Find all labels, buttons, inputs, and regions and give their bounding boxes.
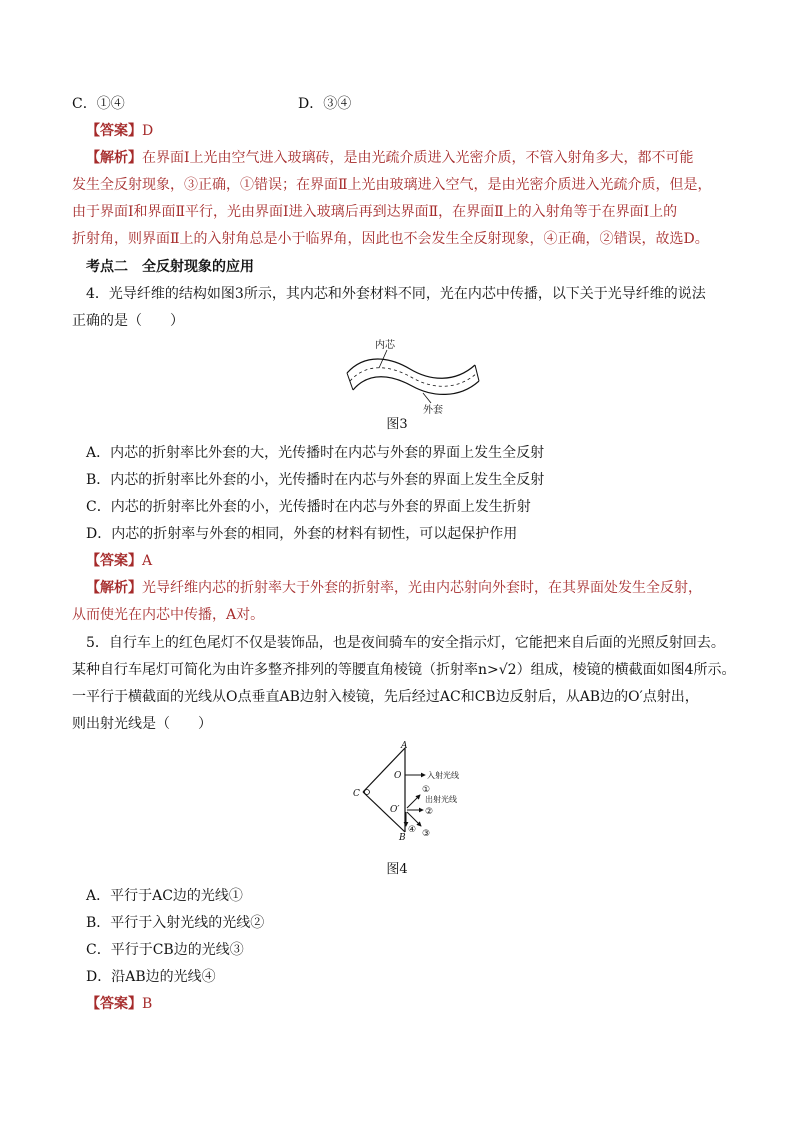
q5-option-c: C．平行于CB边的光线③ [86, 942, 244, 958]
analysis-label: 【解析】 [86, 150, 142, 166]
point-o-prime-label: O′ [390, 805, 400, 815]
section-heading: 考点二 全反射现象的应用 [86, 259, 254, 275]
prev-analysis-line-4: 折射角，则界面Ⅱ上的入射角总是小于临界角，因此也不会发生全反射现象，④正确，②错误，故选D。 [72, 231, 709, 247]
q5-option-a: A．平行于AC边的光线① [86, 888, 243, 904]
figure-4-caption: 图4 [386, 862, 408, 877]
q5-option-d: D．沿AB边的光线④ [86, 969, 216, 985]
q5-stem-line-2: 某种自行车尾灯可简化为由许多整齐排列的等腰直角棱镜（折射率n>√2）组成，棱镜的横截面如图4所示。 [72, 662, 736, 678]
answer-label: 【答案】 [86, 123, 142, 139]
fiber-cladding-label: 外套 [423, 405, 443, 416]
q4-answer [86, 551, 734, 571]
q4-option-c: C．内芯的折射率比外套的小，光传播时在内芯与外套的界面上发生折射 [86, 499, 531, 515]
answer-value: D [142, 123, 154, 139]
vertex-b-label: B [399, 833, 406, 843]
prev-option-c: C．①④ [72, 96, 125, 112]
q4-analysis-line-1 [86, 578, 734, 598]
analysis-text: 光导纤维内芯的折射率大于外套的折射率，光由内芯射向外套时，在其界面处发生全反射， [142, 580, 702, 596]
q5-answer [86, 994, 734, 1014]
ray-1-label: ① [422, 785, 431, 795]
q4-option-b: B．内芯的折射率比外套的小，光传播时在内芯与外套的界面上发生全反射 [86, 472, 545, 488]
q5-stem-line-1: 5．自行车上的红色尾灯不仅是装饰品，也是夜间骑车的安全指示灯，它能把来自后面的光照反射回去。 [86, 635, 725, 651]
point-o-label: O [394, 771, 402, 781]
q4-analysis-line-2: 从而使光在内芯中传播，A对。 [72, 607, 265, 623]
prism-figure [345, 740, 475, 843]
ray-3-label: ③ [422, 829, 431, 839]
exit-ray-label: 出射光线 [425, 795, 457, 804]
prev-analysis-line-3: 由于界面Ⅰ和界面Ⅱ平行，光由界面Ⅰ进入玻璃后再到达界面Ⅱ，在界面Ⅱ上的入射角等于在界面Ⅰ上的 [72, 204, 678, 220]
vertex-c-label: C [353, 789, 360, 799]
answer-label: 【答案】 [86, 553, 142, 569]
q5-stem-line-3: 一平行于横截面的光线从O点垂直AB边射入棱镜，先后经过AC和CB边反射后，从AB边的O′点射出， [72, 689, 699, 705]
q5-stem-line-4: 则出射光线是（ ） [72, 716, 212, 732]
fiber-core-label: 内芯 [375, 340, 395, 351]
analysis-label: 【解析】 [86, 580, 142, 596]
optical-fiber-figure [335, 335, 485, 416]
q4-stem-line-1: 4．光导纤维的结构如图3所示，其内芯和外套材料不同，光在内芯中传播，以下关于光导纤维的说法 [86, 286, 706, 302]
q4-option-a: A．内芯的折射率比外套的大，光传播时在内芯与外套的界面上发生全反射 [86, 445, 545, 461]
answer-value: B [142, 996, 153, 1012]
prev-analysis-line-2: 发生全反射现象，③正确，①错误；在界面Ⅱ上光由玻璃进入空气，是由光密介质进入光疏介质，但是， [72, 177, 712, 193]
prev-option-d: D．③④ [298, 96, 352, 112]
q5-option-b: B．平行于入射光线的光线② [86, 915, 265, 931]
vertex-a-label: A [401, 741, 408, 751]
figure-3-caption: 图3 [386, 417, 408, 432]
prev-answer [86, 121, 734, 141]
ray-2-label: ② [425, 807, 434, 817]
analysis-text: 在界面Ⅰ上光由空气进入玻璃砖，是由光疏介质进入光密介质，不管入射角多大，都不可能 [142, 150, 694, 166]
q4-option-d: D．内芯的折射率与外套的相同，外套的材料有韧性，可以起保护作用 [86, 526, 518, 542]
answer-value: A [142, 553, 153, 569]
prev-analysis-line-1 [86, 148, 734, 168]
incident-ray-label: 入射光线 [427, 771, 459, 780]
q4-stem-line-2: 正确的是（ ） [72, 313, 184, 329]
ray-4-label: ④ [408, 825, 417, 835]
answer-label: 【答案】 [86, 996, 142, 1012]
